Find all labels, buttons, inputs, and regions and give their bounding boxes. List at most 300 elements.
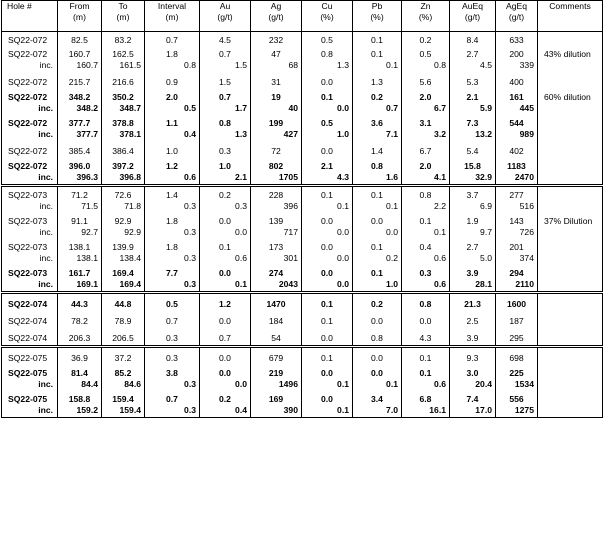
cell-aueq: 2.5 [450, 311, 496, 328]
cell-hole: inc. [2, 60, 58, 72]
column-header-ageq [496, 1, 538, 32]
cell-aueq: 8.4 [450, 32, 496, 47]
cell-from: 36.9 [58, 347, 102, 366]
column-header-hole [2, 1, 58, 32]
table-row [2, 115, 603, 129]
cell-cu: 0.5 [302, 115, 353, 129]
cell-pb: 7.1 [353, 129, 402, 141]
table-row [2, 239, 603, 253]
cell-cu: 0.0 [302, 72, 353, 89]
cell-aueq: 9.7 [450, 227, 496, 239]
cell-pb: 0.8 [353, 158, 402, 172]
cell-ag: 301 [251, 253, 302, 265]
table-row [2, 347, 603, 366]
cell-comment [538, 253, 603, 265]
cell-to: 92.9 [102, 227, 145, 239]
cell-ageq: 556 [496, 391, 538, 405]
cell-ageq: 1600 [496, 293, 538, 312]
column-header-au-unit: (g/t) [217, 12, 233, 22]
cell-ag: 54 [251, 328, 302, 347]
cell-ageq: 295 [496, 328, 538, 347]
cell-hole: inc. [2, 253, 58, 265]
cell-cu: 0.0 [302, 391, 353, 405]
cell-hole: SQ22-072 [2, 46, 58, 60]
column-header-ageq-label: AgEq [505, 1, 528, 11]
cell-from: 160.7 [58, 60, 102, 72]
cell-cu: 0.8 [302, 46, 353, 60]
column-header-cu-unit: (%) [320, 12, 334, 22]
table-row-included [2, 172, 603, 186]
column-header-ageq-unit: (g/t) [508, 12, 525, 22]
cell-ag: 1496 [251, 379, 302, 391]
cell-ag: 19 [251, 89, 302, 103]
cell-interval: 0.8 [145, 60, 200, 72]
cell-hole: SQ22-073 [2, 239, 58, 253]
cell-cu: 0.0 [302, 328, 353, 347]
cell-interval: 0.3 [145, 227, 200, 239]
cell-pb: 0.2 [353, 293, 402, 312]
table-row [2, 213, 603, 227]
cell-interval: 1.1 [145, 115, 200, 129]
cell-ageq: 516 [496, 201, 538, 213]
cell-ageq: 445 [496, 103, 538, 115]
table-row [2, 32, 603, 47]
cell-cu: 0.0 [302, 103, 353, 115]
cell-hole: SQ22-074 [2, 293, 58, 312]
cell-pb: 1.4 [353, 141, 402, 158]
column-header-aueq-label: AuEq [461, 1, 484, 11]
cell-from: 92.7 [58, 227, 102, 239]
cell-ageq: 2110 [496, 279, 538, 293]
column-header-comments-label: Comments [549, 1, 591, 11]
cell-zn: 2.2 [402, 201, 450, 213]
cell-pb: 0.0 [353, 227, 402, 239]
cell-au: 4.5 [200, 32, 251, 47]
cell-to: 350.2 [102, 89, 145, 103]
cell-from: 348.2 [58, 89, 102, 103]
cell-hole: SQ22-074 [2, 328, 58, 347]
cell-cu: 0.1 [302, 293, 353, 312]
cell-zn: 0.0 [402, 311, 450, 328]
table-body [2, 32, 603, 418]
cell-au: 0.7 [200, 328, 251, 347]
column-header-au-label: Au [219, 1, 231, 11]
cell-au: 0.2 [200, 186, 251, 202]
cell-from: 78.2 [58, 311, 102, 328]
cell-cu: 0.1 [302, 89, 353, 103]
cell-aueq: 3.0 [450, 365, 496, 379]
cell-from: 396.0 [58, 158, 102, 172]
cell-cu: 0.0 [302, 213, 353, 227]
cell-aueq: 3.7 [450, 186, 496, 202]
cell-zn: 6.8 [402, 391, 450, 405]
cell-ageq: 989 [496, 129, 538, 141]
cell-comment [538, 405, 603, 418]
cell-ag: 68 [251, 60, 302, 72]
cell-to: 216.6 [102, 72, 145, 89]
cell-comment [538, 293, 603, 312]
cell-interval: 1.4 [145, 186, 200, 202]
cell-ageq: 1183 [496, 158, 538, 172]
column-header-ag-unit: (g/t) [268, 12, 284, 22]
cell-au: 0.0 [200, 365, 251, 379]
cell-to: 396.8 [102, 172, 145, 186]
cell-aueq: 2.7 [450, 239, 496, 253]
cell-to: 161.5 [102, 60, 145, 72]
table-row [2, 72, 603, 89]
cell-ag: 31 [251, 72, 302, 89]
table-row-included [2, 201, 603, 213]
cell-cu: 0.0 [302, 227, 353, 239]
cell-hole: SQ22-072 [2, 115, 58, 129]
cell-cu: 0.0 [302, 239, 353, 253]
cell-hole: SQ22-072 [2, 141, 58, 158]
cell-ageq: 225 [496, 365, 538, 379]
cell-zn: 0.8 [402, 60, 450, 72]
cell-comment [538, 186, 603, 202]
cell-pb: 0.1 [353, 265, 402, 279]
cell-au: 0.3 [200, 201, 251, 213]
table-row [2, 46, 603, 60]
cell-to: 85.2 [102, 365, 145, 379]
cell-comment [538, 265, 603, 279]
cell-aueq: 28.1 [450, 279, 496, 293]
cell-aueq: 1.9 [450, 213, 496, 227]
cell-from: 377.7 [58, 115, 102, 129]
cell-pb: 1.0 [353, 279, 402, 293]
cell-pb: 0.8 [353, 328, 402, 347]
cell-zn: 0.6 [402, 253, 450, 265]
cell-aueq: 9.3 [450, 347, 496, 366]
column-header-pb-label: Pb [371, 1, 383, 11]
cell-au: 0.8 [200, 115, 251, 129]
cell-au: 0.4 [200, 405, 251, 418]
cell-ageq: 161 [496, 89, 538, 103]
cell-pb: 0.1 [353, 379, 402, 391]
cell-aueq: 5.3 [450, 72, 496, 89]
cell-hole: SQ22-075 [2, 391, 58, 405]
table-header [2, 1, 603, 32]
cell-to: 162.5 [102, 46, 145, 60]
cell-ag: 184 [251, 311, 302, 328]
cell-interval: 0.7 [145, 391, 200, 405]
cell-comment [538, 379, 603, 391]
column-header-cu [302, 1, 353, 32]
cell-cu: 2.1 [302, 158, 353, 172]
table-row [2, 158, 603, 172]
cell-aueq: 3.9 [450, 265, 496, 279]
cell-ageq: 2470 [496, 172, 538, 186]
cell-interval: 0.6 [145, 172, 200, 186]
header-row [2, 1, 603, 32]
cell-ag: 679 [251, 347, 302, 366]
cell-from: 169.1 [58, 279, 102, 293]
cell-ageq: 698 [496, 347, 538, 366]
cell-interval: 0.3 [145, 405, 200, 418]
cell-interval: 2.0 [145, 89, 200, 103]
cell-from: 377.7 [58, 129, 102, 141]
column-header-pb-unit: (%) [370, 12, 384, 22]
table-row [2, 391, 603, 405]
cell-hole: SQ22-072 [2, 89, 58, 103]
cell-ageq: 1534 [496, 379, 538, 391]
cell-zn: 3.1 [402, 115, 450, 129]
cell-comment [538, 201, 603, 213]
cell-to: 71.8 [102, 201, 145, 213]
table-row-included [2, 129, 603, 141]
cell-cu: 0.1 [302, 311, 353, 328]
cell-au: 1.5 [200, 60, 251, 72]
table-row [2, 293, 603, 312]
table-row [2, 141, 603, 158]
cell-from: 84.4 [58, 379, 102, 391]
cell-pb: 3.4 [353, 391, 402, 405]
cell-comment [538, 129, 603, 141]
column-header-hole-label: Hole # [7, 1, 32, 11]
cell-to: 138.4 [102, 253, 145, 265]
cell-from: 44.3 [58, 293, 102, 312]
cell-pb: 0.0 [353, 213, 402, 227]
cell-ag: 47 [251, 46, 302, 60]
cell-to: 348.7 [102, 103, 145, 115]
cell-au: 1.5 [200, 72, 251, 89]
cell-ageq: 339 [496, 60, 538, 72]
column-header-from-label: From [69, 1, 90, 11]
cell-to: 83.2 [102, 32, 145, 47]
cell-au: 1.3 [200, 129, 251, 141]
cell-aueq: 5.4 [450, 141, 496, 158]
cell-cu: 0.1 [302, 347, 353, 366]
cell-comment: 60% dilution [538, 89, 603, 103]
cell-cu: 1.0 [302, 129, 353, 141]
cell-ag: 40 [251, 103, 302, 115]
cell-ag: 427 [251, 129, 302, 141]
cell-pb: 0.1 [353, 46, 402, 60]
column-header-zn-unit: (%) [418, 12, 433, 22]
cell-pb: 0.0 [353, 347, 402, 366]
cell-au: 2.1 [200, 172, 251, 186]
table-row-included [2, 253, 603, 265]
cell-hole: SQ22-072 [2, 72, 58, 89]
cell-to: 84.6 [102, 379, 145, 391]
cell-interval: 0.3 [145, 201, 200, 213]
cell-from: 396.3 [58, 172, 102, 186]
cell-pb: 7.0 [353, 405, 402, 418]
cell-cu: 0.0 [302, 141, 353, 158]
cell-cu: 0.0 [302, 253, 353, 265]
cell-comment [538, 311, 603, 328]
cell-interval: 0.3 [145, 279, 200, 293]
cell-ag: 1705 [251, 172, 302, 186]
table-row-included [2, 227, 603, 239]
cell-zn: 6.7 [402, 103, 450, 115]
cell-ag: 219 [251, 365, 302, 379]
cell-ageq: 200 [496, 46, 538, 60]
cell-comment [538, 347, 603, 366]
cell-ag: 169 [251, 391, 302, 405]
cell-to: 397.2 [102, 158, 145, 172]
cell-interval: 0.3 [145, 379, 200, 391]
cell-pb: 1.6 [353, 172, 402, 186]
column-header-ag-label: Ag [270, 1, 282, 11]
cell-interval: 0.3 [145, 347, 200, 366]
cell-cu: 0.1 [302, 405, 353, 418]
cell-comment [538, 365, 603, 379]
cell-to: 169.4 [102, 279, 145, 293]
cell-zn: 0.3 [402, 265, 450, 279]
cell-ag: 72 [251, 141, 302, 158]
cell-pb: 0.0 [353, 365, 402, 379]
cell-pb: 0.1 [353, 32, 402, 47]
cell-au: 0.1 [200, 279, 251, 293]
cell-au: 0.6 [200, 253, 251, 265]
cell-zn: 0.8 [402, 186, 450, 202]
column-header-aueq [450, 1, 496, 32]
cell-interval: 3.8 [145, 365, 200, 379]
table-row [2, 186, 603, 202]
cell-ageq: 726 [496, 227, 538, 239]
cell-pb: 0.1 [353, 201, 402, 213]
cell-cu: 1.3 [302, 60, 353, 72]
cell-interval: 1.8 [145, 239, 200, 253]
cell-interval: 0.5 [145, 293, 200, 312]
cell-hole: SQ22-072 [2, 158, 58, 172]
cell-interval: 0.3 [145, 328, 200, 347]
cell-au: 0.0 [200, 227, 251, 239]
cell-to: 386.4 [102, 141, 145, 158]
cell-zn: 3.2 [402, 129, 450, 141]
cell-ageq: 402 [496, 141, 538, 158]
table-row-included [2, 103, 603, 115]
cell-ag: 1470 [251, 293, 302, 312]
cell-interval: 0.4 [145, 129, 200, 141]
cell-au: 0.0 [200, 311, 251, 328]
cell-ag: 232 [251, 32, 302, 47]
cell-pb: 0.7 [353, 103, 402, 115]
cell-interval: 0.7 [145, 32, 200, 47]
table-row [2, 311, 603, 328]
cell-interval: 0.3 [145, 253, 200, 265]
cell-ageq: 633 [496, 32, 538, 47]
cell-cu: 0.1 [302, 379, 353, 391]
cell-cu: 0.0 [302, 265, 353, 279]
table-row-included [2, 279, 603, 293]
column-header-to-unit: (m) [116, 12, 130, 22]
cell-from: 161.7 [58, 265, 102, 279]
cell-from: 138.1 [58, 253, 102, 265]
cell-interval: 0.9 [145, 72, 200, 89]
cell-to: 378.8 [102, 115, 145, 129]
cell-hole: inc. [2, 379, 58, 391]
cell-from: 71.5 [58, 201, 102, 213]
cell-comment [538, 141, 603, 158]
column-header-interval [145, 1, 200, 32]
cell-from: 158.8 [58, 391, 102, 405]
cell-zn: 0.2 [402, 32, 450, 47]
cell-ageq: 1275 [496, 405, 538, 418]
table-row [2, 89, 603, 103]
cell-ag: 274 [251, 265, 302, 279]
column-header-interval-label: Interval [157, 1, 187, 11]
cell-hole: SQ22-075 [2, 365, 58, 379]
column-header-au [200, 1, 251, 32]
cell-aueq: 3.9 [450, 328, 496, 347]
cell-hole: inc. [2, 279, 58, 293]
cell-pb: 3.6 [353, 115, 402, 129]
cell-hole: SQ22-073 [2, 213, 58, 227]
cell-comment [538, 103, 603, 115]
cell-ageq: 374 [496, 253, 538, 265]
cell-to: 378.1 [102, 129, 145, 141]
cell-ag: 802 [251, 158, 302, 172]
cell-comment [538, 279, 603, 293]
cell-to: 37.2 [102, 347, 145, 366]
cell-cu: 0.0 [302, 279, 353, 293]
cell-to: 206.5 [102, 328, 145, 347]
cell-from: 206.3 [58, 328, 102, 347]
cell-ageq: 187 [496, 311, 538, 328]
cell-zn: 2.0 [402, 89, 450, 103]
cell-to: 139.9 [102, 239, 145, 253]
cell-aueq: 6.9 [450, 201, 496, 213]
cell-to: 92.9 [102, 213, 145, 227]
cell-from: 348.2 [58, 103, 102, 115]
cell-zn: 0.6 [402, 379, 450, 391]
cell-ag: 390 [251, 405, 302, 418]
cell-zn: 5.6 [402, 72, 450, 89]
cell-pb: 1.3 [353, 72, 402, 89]
cell-pb: 0.1 [353, 60, 402, 72]
cell-hole: SQ22-074 [2, 311, 58, 328]
cell-to: 72.6 [102, 186, 145, 202]
cell-zn: 0.4 [402, 239, 450, 253]
cell-ageq: 400 [496, 72, 538, 89]
cell-comment [538, 158, 603, 172]
cell-zn: 4.3 [402, 328, 450, 347]
cell-interval: 0.7 [145, 311, 200, 328]
cell-zn: 0.1 [402, 365, 450, 379]
table-row [2, 328, 603, 347]
cell-aueq: 5.9 [450, 103, 496, 115]
cell-ag: 139 [251, 213, 302, 227]
cell-hole: inc. [2, 201, 58, 213]
column-header-interval-unit: (m) [165, 12, 179, 22]
table-row-included [2, 60, 603, 72]
cell-ag: 396 [251, 201, 302, 213]
cell-aueq: 7.3 [450, 115, 496, 129]
cell-interval: 1.8 [145, 213, 200, 227]
column-header-to-label: To [118, 1, 128, 11]
cell-comment [538, 172, 603, 186]
cell-hole: inc. [2, 227, 58, 239]
cell-from: 160.7 [58, 46, 102, 60]
cell-cu: 0.1 [302, 201, 353, 213]
column-header-from-unit: (m) [73, 12, 86, 22]
cell-comment: 43% dilution [538, 46, 603, 60]
cell-ageq: 143 [496, 213, 538, 227]
cell-from: 91.1 [58, 213, 102, 227]
cell-comment [538, 328, 603, 347]
cell-to: 44.8 [102, 293, 145, 312]
cell-ageq: 277 [496, 186, 538, 202]
column-header-to [102, 1, 145, 32]
cell-au: 0.0 [200, 265, 251, 279]
cell-au: 0.1 [200, 239, 251, 253]
cell-aueq: 21.3 [450, 293, 496, 312]
cell-aueq: 5.0 [450, 253, 496, 265]
column-header-cu-label: Cu [321, 1, 333, 11]
table-row-included [2, 405, 603, 418]
